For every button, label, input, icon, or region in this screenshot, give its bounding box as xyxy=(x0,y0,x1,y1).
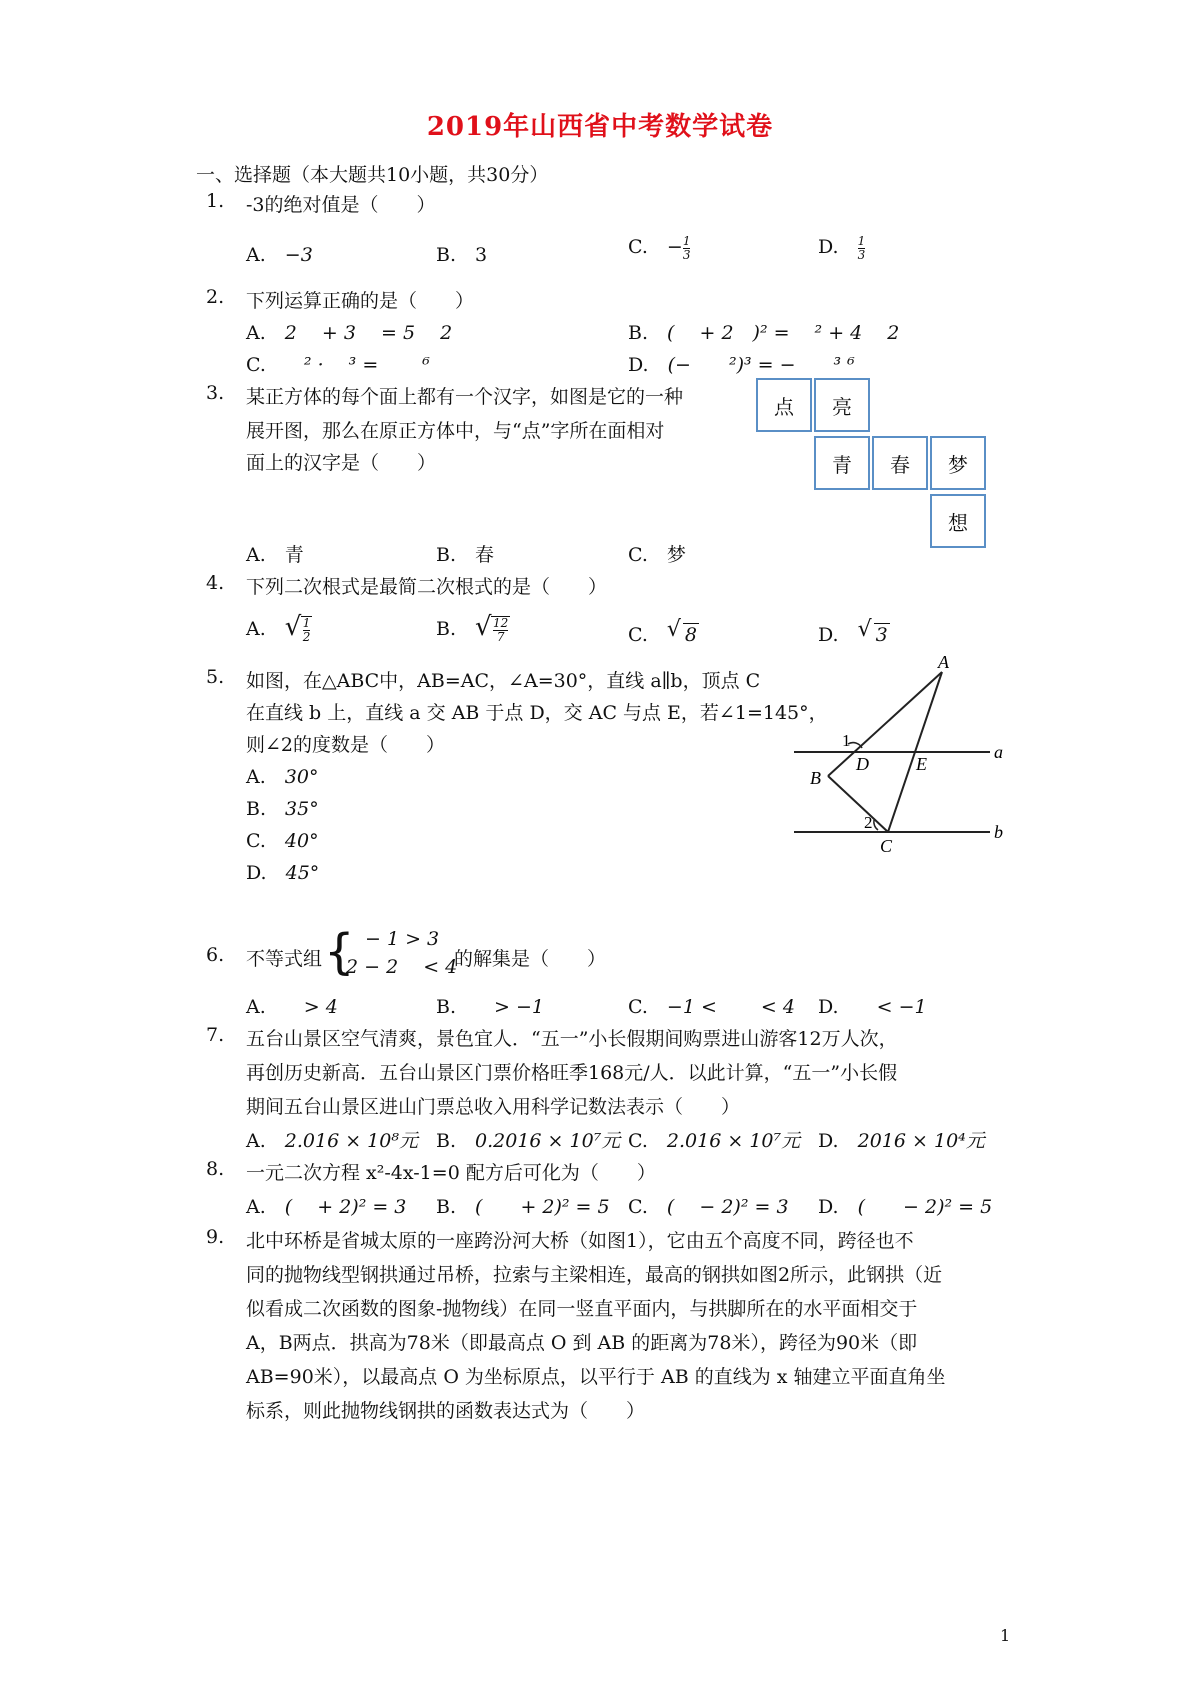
option-d: D. (− ²)³ = − ³ ⁶ xyxy=(628,354,855,376)
option-a: A. 30° xyxy=(246,766,319,788)
label-d-point: D xyxy=(856,754,869,774)
sqrt: √ 8 xyxy=(666,617,698,646)
option-d: D. ( − 2)² = 5 xyxy=(818,1196,993,1218)
question-line: 如图，在△ABC中，AB=AC，∠A=30°，直线 a∥b，顶点 C xyxy=(246,670,761,692)
sqrt: √ 3 xyxy=(857,617,888,646)
option-c xyxy=(628,232,690,262)
question-line: 则∠2的度数是（ ） xyxy=(246,734,446,756)
section-heading: 一、选择题（本大题共10小题，共30分） xyxy=(196,164,549,186)
question-number: 9. xyxy=(206,1226,225,1248)
option-label: B. xyxy=(436,244,457,266)
option-b: B. > −1 xyxy=(436,996,544,1018)
question-number: 5. xyxy=(206,666,225,688)
label-b-point: B xyxy=(810,768,821,788)
net-cell: 春 xyxy=(872,436,928,490)
option-value: 3 xyxy=(475,244,488,266)
question-number: 3. xyxy=(206,382,225,404)
option-c: C. 40° xyxy=(246,830,319,852)
question-line: 展开图，那么在原正方体中，与“点”字所在面相对 xyxy=(246,420,665,442)
option-label: D. xyxy=(818,236,839,258)
option-d xyxy=(818,232,865,262)
label-a-point: A xyxy=(938,652,949,672)
question-line: 似看成二次函数的图象-抛物线）在同一竖直平面内，与拱脚所在的水平面相交于 xyxy=(246,1298,918,1320)
label-angle-1: 1 xyxy=(842,731,851,750)
net-cell: 点 xyxy=(756,378,812,432)
question-stem: -3的绝对值是（ ） xyxy=(246,194,436,216)
brace: { xyxy=(324,924,355,980)
option-label: A. xyxy=(246,244,266,266)
option-a: A. √ $\frac{1}{2}$ xyxy=(246,611,311,644)
option-value: −3 xyxy=(284,244,313,266)
page-number: 1 xyxy=(1000,1626,1011,1645)
question-line: 北中环桥是省城太原的一座跨汾河大桥（如图1），它由五个高度不同，跨径也不 xyxy=(246,1230,914,1252)
label-line-b: b xyxy=(994,822,1003,842)
net-cell: 想 xyxy=(930,494,986,548)
question-number: 8. xyxy=(206,1158,225,1180)
minus-sign: − xyxy=(666,236,683,258)
option-b: B. 0.2016 × 10⁷元 xyxy=(436,1130,621,1152)
option-c: C. 2.016 × 10⁷元 xyxy=(628,1130,801,1152)
option-a: A. > 4 xyxy=(246,996,338,1018)
option-b xyxy=(436,240,487,267)
option-c: C. √ 8 xyxy=(628,617,698,646)
question-tail: 的解集是（ ） xyxy=(454,948,607,970)
option-c: C. ² · ³ = ⁶ xyxy=(246,354,430,376)
question-line: 再创历史新高．五台山景区门票价格旺季168元/人．以此计算，“五一”小长假 xyxy=(246,1062,898,1084)
net-cell: 梦 xyxy=(930,436,986,490)
question-line: 同的抛物线型钢拱通过吊桥，拉索与主梁相连，最高的钢拱如图2所示，此钢拱（近 xyxy=(246,1264,943,1286)
option-b: B. 春 xyxy=(436,544,495,566)
fraction: $\frac{1}{3}$ xyxy=(682,233,691,262)
option-a: A. ( + 2)² = 3 xyxy=(246,1196,407,1218)
sqrt: √ $\frac{12}{7}$ xyxy=(475,611,509,644)
question-number: 4. xyxy=(206,572,225,594)
question-line: 五台山景区空气清爽，景色宜人．“五一”小长假期间购票进山游客12万人次， xyxy=(246,1028,898,1050)
fraction: $\frac{1}{3}$ xyxy=(857,233,866,262)
label-angle-2: 2 xyxy=(864,813,873,832)
option-a: A. 2 + 3 = 5 2 xyxy=(246,322,453,344)
net-cell: 青 xyxy=(814,436,870,490)
question-stem: 下列运算正确的是（ ） xyxy=(246,290,475,312)
question-line: 标系，则此抛物线钢拱的函数表达式为（ ） xyxy=(246,1400,646,1422)
option-a xyxy=(246,240,313,267)
option-c: C. −1 < < 4 xyxy=(628,996,795,1018)
question-line: 期间五台山景区进山门票总收入用科学记数法表示（ ） xyxy=(246,1096,741,1118)
question-stem: 下列二次根式是最简二次根式的是（ ） xyxy=(246,576,608,598)
option-d: D. √ 3 xyxy=(818,617,888,646)
side-bc xyxy=(828,776,888,832)
option-d: D. 45° xyxy=(246,862,320,884)
option-d: D. < −1 xyxy=(818,996,927,1018)
question-stem: 一元二次方程 x²-4x-1=0 配方后可化为（ ） xyxy=(246,1162,656,1184)
label-e-point: E xyxy=(916,754,927,774)
question-line: 在直线 b 上，直线 a 交 AB 于点 D，交 AC 与点 E，若∠1=145°， xyxy=(246,702,828,724)
question-number: 1. xyxy=(206,190,225,212)
question-line: 某正方体的每个面上都有一个汉字，如图是它的一种 xyxy=(246,386,684,408)
option-a: A. 青 xyxy=(246,544,304,566)
triangle-figure xyxy=(780,650,1020,860)
question-number: 7. xyxy=(206,1024,225,1046)
option-b: B. 35° xyxy=(246,798,319,820)
question-line: AB=90米），以最高点 O 为坐标原点，以平行于 AB 的直线为 x 轴建立平面直角坐 xyxy=(246,1366,946,1388)
page-title: 2019年山西省中考数学试卷 xyxy=(426,112,774,142)
label-line-a: a xyxy=(994,742,1003,762)
question-number: 2. xyxy=(206,286,225,308)
option-d: D. 2016 × 10⁴元 xyxy=(818,1130,985,1152)
question-line: A，B两点．拱高为78米（即最高点 O 到 AB 的距离为78米），跨径为90米（即 xyxy=(246,1332,918,1354)
option-b: B. ( + 2)² = 5 xyxy=(436,1196,610,1218)
question-number: 6. xyxy=(206,944,225,966)
option-c: C. 梦 xyxy=(628,544,686,566)
inequality-2: 2 − 2 < 4 xyxy=(346,956,458,978)
option-label: C. xyxy=(628,236,648,258)
option-a: A. 2.016 × 10⁸元 xyxy=(246,1130,418,1152)
option-b: B. √ $\frac{12}{7}$ xyxy=(436,611,509,644)
label-c-point: C xyxy=(880,836,893,856)
option-b: B. ( + 2 )² = ² + 4 2 xyxy=(628,322,900,344)
sqrt: √ $\frac{1}{2}$ xyxy=(284,611,311,644)
net-cell: 亮 xyxy=(814,378,870,432)
question-stem: 不等式组 xyxy=(246,948,323,970)
option-c: C. ( − 2)² = 3 xyxy=(628,1196,789,1218)
question-line: 面上的汉字是（ ） xyxy=(246,452,437,474)
inequality-1: − 1 > 3 xyxy=(346,928,440,950)
